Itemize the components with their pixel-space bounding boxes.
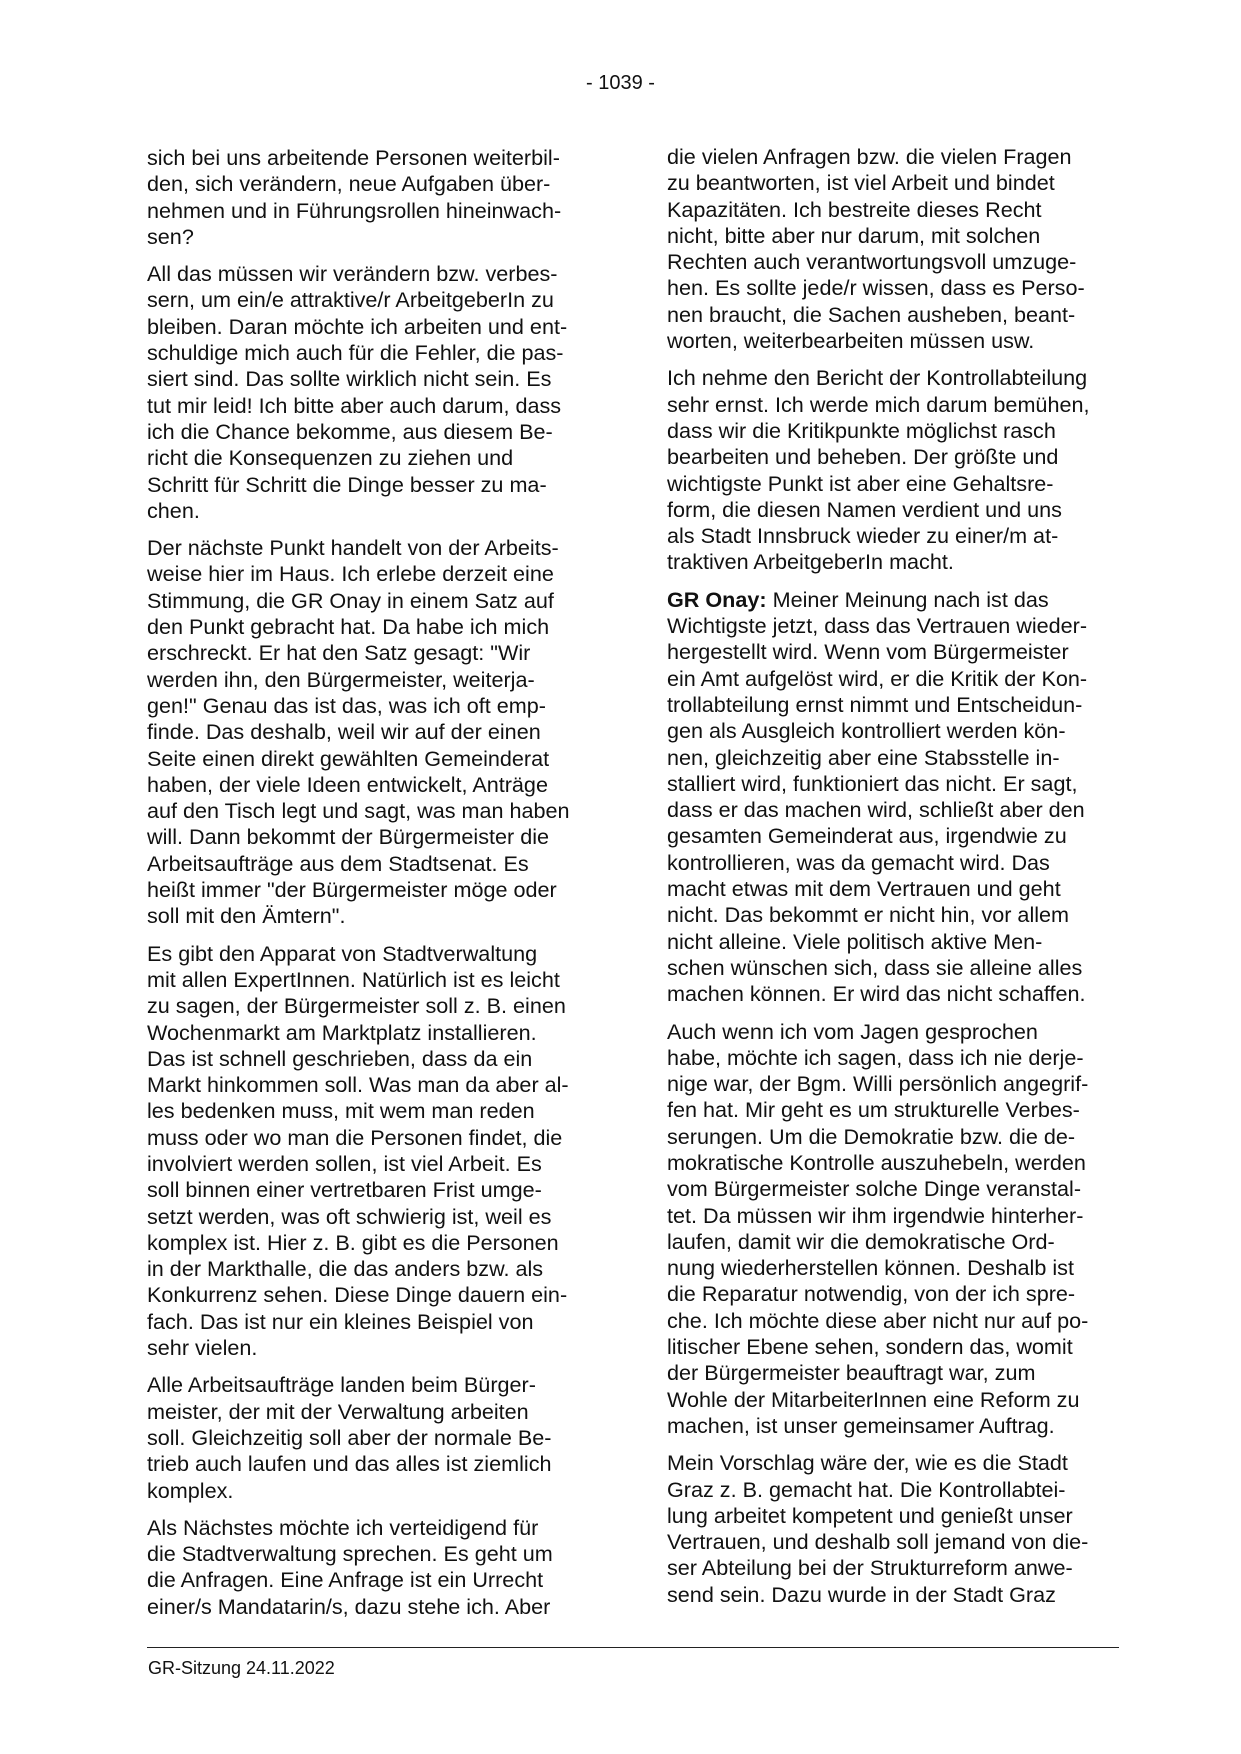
page-number: - 1039 - (586, 72, 655, 94)
paragraph: sich bei uns arbeitende Personen weiterbil- den, sich verändern, neue Aufgaben über- nehmen und in Führungsrollen hineinwach- sen? (147, 145, 562, 249)
right-column (667, 144, 1122, 1619)
footer-divider (147, 1647, 1119, 1648)
speech-text: Meiner Meinung nach ist das Wichtigste jetzt, dass das Vertrauen wieder- hergestellt wird. Wenn vom Bürgermeister ein Amt aufgelöst wird, er die Kritik der Kon- trollabteilung ernst nimmt und Entscheidun- gen als Ausgleich kontrolliert werden kön- nen, gleichzeitig aber eine Stabsstelle in- stalliert wird, funktioniert das nicht. Er sagt, dass er das machen wird, schließt aber den gesamten Gemeinderat aus, irgendwie zu kontrollieren, was da gemacht wird. Das macht etwas mit dem Vertrauen und geht nicht. Das bekommt er nicht hin, vor allem nicht alleine. Viele politisch aktive Men- schen wünschen sich, dass sie alleine alles machen können. Er wird das nicht schaffen. (667, 586, 1088, 1007)
paragraph: Mein Vorschlag wäre der, wie es die Stadt Graz z. B. gemacht hat. Die Kontrollabtei- lung arbeitet kompetent und genießt unser Vertrauen, und deshalb soll jemand von die- ser Abteilung bei der Strukturreform anwe- send sein. Dazu wurde in der Stadt Graz (667, 1450, 1089, 1607)
speech-paragraph (667, 587, 1122, 1008)
paragraph: die vielen Anfragen bzw. die vielen Fragen zu beantworten, ist viel Arbeit und bindet Kapazitäten. Ich bestreite dieses Recht nicht, bitte aber nur darum, mit solchen Rechten auch verantwortungsvoll umzuge- hen. Es sollte jede/r wissen, dass es Perso- nen braucht, die Sachen ausheben, beant- worten, weiterbearbeiten müssen usw. (667, 144, 1085, 354)
paragraph: Es gibt den Apparat von Stadtverwaltung mit allen ExpertInnen. Natürlich ist es leicht zu sagen, der Bürgermeister soll z. B. einen Wochenmarkt am Marktplatz installieren. Das ist schnell geschrieben, dass da ein Markt hinkommen soll. Was man da aber al- les bedenken muss, mit wem man reden muss oder wo man die Personen findet, die involviert werden sollen, ist viel Arbeit. Es soll binnen einer vertretbaren Frist umge- setzt werden, was oft schwierig ist, weil es komplex ist. Hier z. B. gibt es die Personen in der Markthalle, die das anders bzw. als Konkurrenz sehen. Diese Dinge dauern ein- fach. Das ist nur ein kleines Beispiel von sehr vielen. (147, 940, 569, 1361)
paragraph: Auch wenn ich vom Jagen gesprochen habe, möchte ich sagen, dass ich nie derje- nige war, der Bgm. Willi persönlich angegrif- fen hat. Mir geht es um strukturelle Verbes- serungen. Um die Demokratie bzw. die de- mokratische Kontrolle auszuhebeln, werden vom Bürgermeister solche Dinge veranstal- tet. Da müssen wir ihm irgendwie hinterher- laufen, damit wir die demokratische Ord- nung wiederherstellen können. Deshalb ist die Reparatur notwendig, von der ich spre- che. Ich möchte diese aber nicht nur auf po- litischer Ebene sehen, sondern das, womit der Bürgermeister beauftragt war, zum Wohle der MitarbeiterInnen eine Reform zu machen, ist unser gemeinsamer Auftrag. (667, 1018, 1089, 1438)
paragraph: All das müssen wir verändern bzw. verbes- sern, um ein/e attraktive/r ArbeitgeberIn zu bleiben. Daran möchte ich arbeiten und ent- schuldige mich auch für die Fehler, die pas- siert sind. Das sollte wirklich nicht sein. Es tut mir leid! Ich bitte aber auch darum, dass ich die Chance bekomme, aus diesem Be- richt die Konsequenzen zu ziehen und Schritt für Schritt die Dinge besser zu ma- chen. (147, 261, 568, 523)
paragraph: Ich nehme den Bericht der Kontrollabteilung sehr ernst. Ich werde mich darum bemühen, dass wir die Kritikpunkte möglichst rasch bearbeiten und beheben. Der größte und wichtigste Punkt ist aber eine Gehaltsre- form, die diesen Namen verdient und uns als Stadt Innsbruck wieder zu einer/m at- traktiven ArbeitgeberIn macht. (667, 365, 1090, 575)
paragraph: Der nächste Punkt handelt von der Arbeits- weise hier im Haus. Ich erlebe derzeit eine Stimmung, die GR Onay in einem Satz auf den Punkt gebracht hat. Da habe ich mich erschreckt. Er hat den Satz gesagt: "Wir werden ihn, den Bürgermeister, weiterja- gen!" Genau das ist das, was ich oft emp- finde. Das deshalb, weil wir auf der einen Seite einen direkt gewählten Gemeinderat haben, der viele Ideen entwickelt, Anträge auf den Tisch legt und sagt, was man haben will. Dann bekommt der Bürgermeister die Arbeitsaufträge aus dem Stadtsenat. Es heißt immer "der Bürgermeister möge oder soll mit den Ämtern". (147, 535, 570, 929)
speaker-name: GR Onay: (667, 586, 767, 612)
paragraph: Alle Arbeitsaufträge landen beim Bürger- meister, der mit der Verwaltung arbeiten soll. Gleichzeitig soll aber der normale Be- trieb auch laufen und das alles ist ziemlich komplex. (147, 1372, 552, 1503)
paragraph: Als Nächstes möchte ich verteidigend für die Stadtverwaltung sprechen. Es geht um die Anfragen. Eine Anfrage ist ein Urrecht einer/s Mandatarin/s, dazu stehe ich. Aber (147, 1514, 553, 1619)
footer-session-date: GR-Sitzung 24.11.2022 (148, 1658, 335, 1678)
left-column (147, 145, 602, 1631)
